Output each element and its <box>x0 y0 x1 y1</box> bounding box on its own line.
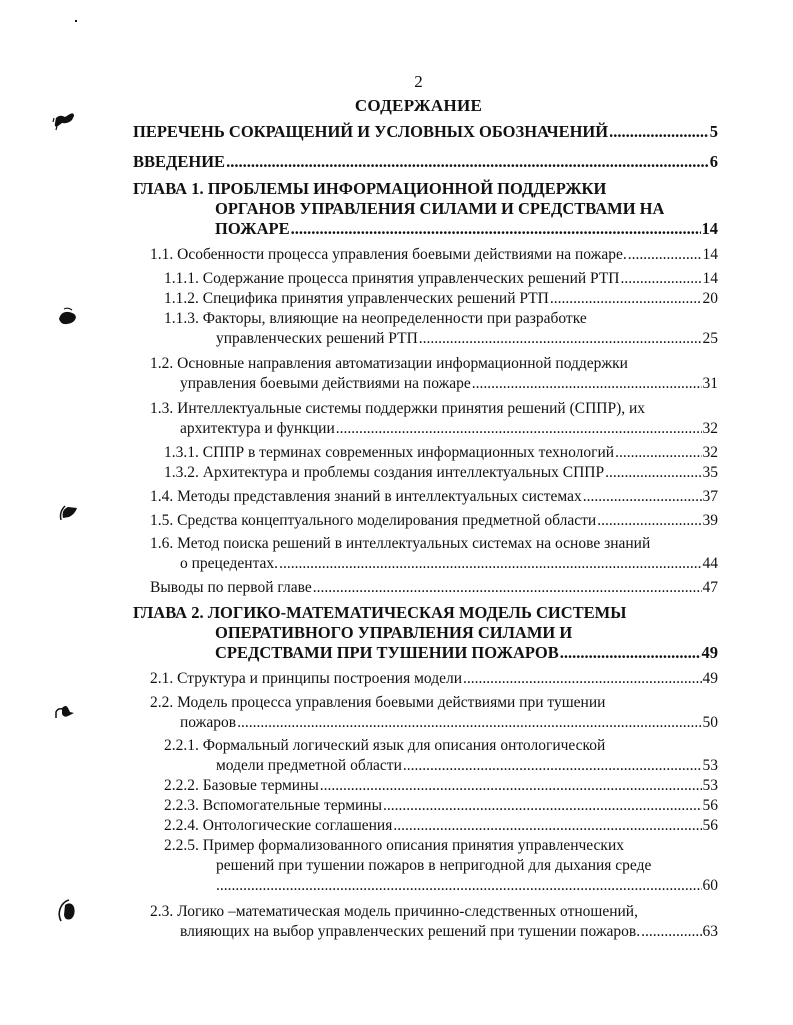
page-ref: 20 <box>702 290 718 307</box>
toc-entry-2-3-cont: влияющих на выбор управленческих решений при тушении пожаров. ..... 63 <box>180 923 718 941</box>
page-ref: 25 <box>702 330 718 347</box>
page-ref: 56 <box>702 797 718 814</box>
toc-entry-chapter-1-conclusions[interactable]: Выводы по первой главе ..... 47 <box>150 579 718 597</box>
toc-entry-1-3-cont: архитектура и функции ..... 32 <box>180 420 718 438</box>
page-ref: 63 <box>702 923 718 940</box>
page-ref: 50 <box>702 714 718 731</box>
toc-chapter-1-heading-cont: ОРГАНОВ УПРАВЛЕНИЯ СИЛАМИ И СРЕДСТВАМИ НА <box>215 199 665 218</box>
toc-entry-1-3-2[interactable]: 1.3.2. Архитектура и проблемы создания интеллектуальных СППР ..... 35 <box>164 464 718 482</box>
binding-mark-icon <box>50 108 78 134</box>
page-ref: 53 <box>702 777 718 794</box>
page-ref: 56 <box>702 817 718 834</box>
page-ref: 49 <box>701 643 718 662</box>
toc-entry-1-4[interactable]: 1.4. Методы представления знаний в интеллектуальных системах ..... 37 <box>150 488 718 506</box>
toc-chapter-1-heading-end: ПОЖАРЕ ..... 14 <box>215 219 718 239</box>
page-ref: 44 <box>702 555 718 572</box>
binding-mark-icon <box>53 895 81 927</box>
toc-entry-1-1-2[interactable]: 1.1.2. Специфика принятия управленческих решений РТП ..... 20 <box>164 290 718 308</box>
toc-entry-1-3-1[interactable]: 1.3.1. СППР в терминах современных информационных технологий ..... 32 <box>164 444 718 462</box>
toc-entry-1-2-cont: управления боевыми действиями на пожаре ..... 31 <box>180 375 718 393</box>
toc-entry-1-1[interactable]: 1.1. Особенности процесса управления боевыми действиями на пожаре. ..... 14 <box>150 246 718 264</box>
page-ref: 37 <box>702 488 718 505</box>
page-ref: 53 <box>702 757 718 774</box>
toc-entry-2-2-1[interactable]: 2.2.1. Формальный логический язык для описания онтологической <box>164 737 606 754</box>
toc-chapter-2-heading-cont: ОПЕРАТИВНОГО УПРАВЛЕНИЯ СИЛАМИ И <box>215 623 573 642</box>
toc-entry-2-2[interactable]: 2.2. Модель процесса управления боевыми действиями при тушении <box>150 694 606 711</box>
page-ref: 14 <box>702 246 718 263</box>
toc-entry-2-2-4[interactable]: 2.2.4. Онтологические соглашения ..... 56 <box>164 817 718 835</box>
binding-mark-icon <box>55 305 81 329</box>
toc-entry-2-2-1-cont: модели предметной области ..... 53 <box>216 757 718 775</box>
toc-entry-2-2-5-cont: решений при тушении пожаров в непригодной для дыхания среде <box>216 857 652 874</box>
toc-entry-1-2[interactable]: 1.2. Основные направления автоматизации информационной поддержки <box>150 355 628 372</box>
toc-entry-1-6-cont: о прецедентах. ..... 44 <box>180 555 718 573</box>
toc-entry-2-2-5[interactable]: 2.2.5. Пример формализованного описания принятия управленческих <box>164 837 625 854</box>
page-ref: 31 <box>702 375 718 392</box>
toc-entry-2-2-2[interactable]: 2.2.2. Базовые термины ..... 53 <box>164 777 718 795</box>
toc-entry-2-2-cont: пожаров ..... 50 <box>180 714 718 732</box>
toc-entry-2-3[interactable]: 2.3. Логико –математическая модель причинно-следственных отношений, <box>150 903 638 920</box>
page-title: СОДЕРЖАНИЕ <box>354 96 483 115</box>
toc-entry-1-1-3-cont: управленческих решений РТП ..... 25 <box>216 330 718 348</box>
binding-mark-icon <box>55 500 81 526</box>
page-ref: 14 <box>701 219 718 238</box>
toc-entry-1-5[interactable]: 1.5. Средства концептуального моделирования предметной области ..... 39 <box>150 512 718 530</box>
binding-mark-icon <box>52 700 78 724</box>
toc-entry-1-1-3[interactable]: 1.1.3. Факторы, влияющие на неопределенности при разработке <box>164 310 587 327</box>
toc-entry-1-3[interactable]: 1.3. Интеллектуальные системы поддержки принятия решений (СППР), их <box>150 400 646 417</box>
toc-chapter-2-heading-end: СРЕДСТВАМИ ПРИ ТУШЕНИИ ПОЖАРОВ ..... 49 <box>215 643 718 663</box>
page-ref: 35 <box>702 464 718 481</box>
toc-entry-2-2-5-end <box>216 877 718 895</box>
toc-entry-1-1-1[interactable]: 1.1.1. Содержание процесса принятия управленческих решений РТП ..... 14 <box>164 270 718 288</box>
toc-chapter-2-heading[interactable]: ГЛАВА 2. ЛОГИКО-МАТЕМАТИЧЕСКАЯ МОДЕЛЬ СИСТЕМЫ <box>133 603 627 622</box>
toc-entry-introduction[interactable]: ВВЕДЕНИЕ ..... 6 <box>133 152 718 172</box>
toc-entry-abbreviations[interactable]: ПЕРЕЧЕНЬ СОКРАЩЕНИЙ И УСЛОВНЫХ ОБОЗНАЧЕНИЙ ..... 5 <box>133 122 718 142</box>
toc-entry-2-2-3[interactable]: 2.2.3. Вспомогательные термины ..... 56 <box>164 797 718 815</box>
toc-entry-2-1[interactable]: 2.1. Структура и принципы построения модели ..... 49 <box>150 670 718 688</box>
page-number: 2 <box>414 72 423 91</box>
page-ref: 5 <box>709 122 718 141</box>
page-ref: 32 <box>702 444 718 461</box>
toc-entry-1-6[interactable]: 1.6. Метод поиска решений в интеллектуальных системах на основе знаний <box>150 535 651 552</box>
page-ref: 6 <box>709 152 718 171</box>
page-ref: 14 <box>702 270 718 287</box>
page-ref: 60 <box>702 877 718 894</box>
page-ref: 39 <box>702 512 718 529</box>
scan-speck <box>75 20 77 22</box>
page-ref: 49 <box>702 670 718 687</box>
page-ref: 47 <box>702 579 718 596</box>
toc-chapter-1-heading[interactable]: ГЛАВА 1. ПРОБЛЕМЫ ИНФОРМАЦИОННОЙ ПОДДЕРЖКИ <box>133 179 607 198</box>
page-ref: 32 <box>702 420 718 437</box>
